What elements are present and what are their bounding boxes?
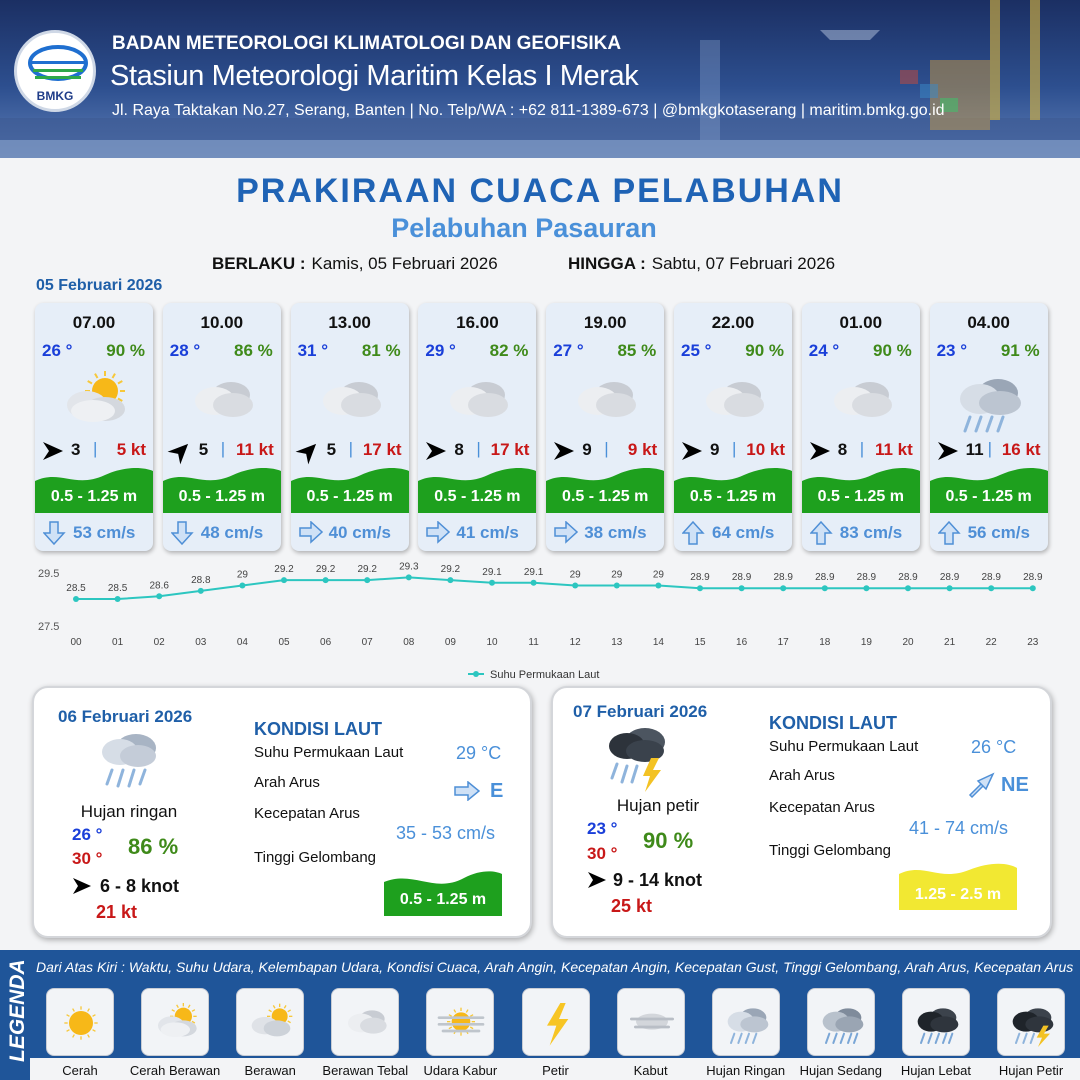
day3-condition: Hujan petir (616, 796, 700, 815)
legend-item-label: Udara Kabur (423, 1063, 498, 1078)
card-wind-separator: | (859, 439, 865, 458)
card-humidity: 81 % (361, 341, 401, 360)
hourly-card (674, 303, 792, 551)
sst-point (198, 588, 204, 594)
card-current-speed: 38 cm/s (584, 523, 647, 542)
x-tick-label: 02 (153, 637, 165, 648)
sst-point (947, 585, 953, 591)
sst-point (364, 577, 370, 583)
card-current-speed: 41 cm/s (456, 523, 519, 542)
card-temp: 29 ° (425, 341, 456, 360)
card-temp: 27 ° (553, 341, 584, 360)
card-wave: 0.5 - 1.25 m (50, 488, 138, 505)
hujan-ringan-icon (717, 993, 777, 1053)
x-tick-label: 09 (444, 637, 456, 648)
cerah-berawan-icon (146, 993, 206, 1053)
hujan-ringan-icon (90, 728, 168, 800)
cerah-icon (51, 993, 111, 1053)
day3-temp-max: 30 ° (587, 844, 618, 863)
day2-date: 06 Februari 2026 (58, 707, 193, 726)
card-gust: 16 kt (1001, 440, 1041, 459)
legend-item-label: Berawan (244, 1063, 296, 1078)
card-humidity: 82 % (489, 341, 529, 360)
legend-item-label: Hujan Ringan (706, 1063, 786, 1078)
sst-point (739, 585, 745, 591)
card-wind (291, 439, 409, 463)
card-current (674, 519, 792, 545)
day3-wave: 1.25 - 2.5 m (914, 886, 1002, 903)
legend-item-label: Petir (542, 1063, 569, 1078)
current-arrow-up-icon (682, 521, 706, 545)
wind-arrow-icon (587, 870, 607, 890)
hourly-card (291, 303, 409, 551)
hourly-card (546, 303, 664, 551)
hujan-ringan-icon (944, 365, 1034, 435)
berawan-icon (241, 993, 301, 1053)
day3-cur-dir-label: Arah Arus (769, 767, 835, 784)
card-wind (418, 439, 536, 463)
kabut-icon (622, 993, 682, 1053)
hujan-lebat-icon (907, 993, 967, 1053)
day2-gust: 21 kt (96, 902, 138, 922)
validity-from (212, 254, 498, 274)
current-arrow-right-icon (554, 521, 578, 545)
hourly-card (418, 303, 536, 551)
day3-sst-label: Suhu Permukaan Laut (769, 738, 919, 755)
card-current (163, 519, 281, 545)
wind-arrow-icon (553, 440, 575, 462)
sst-point (655, 583, 661, 589)
card-wind (163, 439, 281, 463)
sst-point (447, 577, 453, 583)
current-arrow-up-icon (938, 521, 962, 545)
sst-data-label: 29.2 (274, 564, 294, 576)
udara-kabur-icon (431, 993, 491, 1053)
card-humidity: 85 % (617, 341, 657, 360)
day2-sea-title: KONDISI LAUT (254, 719, 382, 739)
x-tick-label: 23 (1027, 637, 1039, 648)
card-current-speed: 56 cm/s (967, 523, 1030, 542)
wind-arrow-icon (165, 435, 196, 466)
y-tick-label: 29.5 (38, 568, 60, 580)
card-wind-separator: | (93, 439, 98, 458)
day2-temp-max: 30 ° (72, 849, 103, 868)
wind-arrow-icon (72, 876, 92, 896)
sst-point (115, 596, 121, 602)
card-wind-speed: 5 (326, 440, 337, 459)
card-humidity: 90 % (106, 341, 145, 360)
card-current-speed: 53 cm/s (73, 523, 136, 542)
card-wind (546, 439, 664, 463)
hujan-sedang-icon (812, 993, 872, 1053)
legend-description: Dari Atas Kiri : Waktu, Suhu Udara, Kelembapan Udara, Kondisi Cuaca, Arah Angin, Kecepatan Angin, Kecepatan Gust, Tinggi Gelombang, Arah Arus, Kecepatan Arus (36, 959, 1074, 975)
chart-legend-label: Suhu Permukaan Laut (490, 669, 600, 681)
card-wind-speed: 5 (198, 440, 209, 459)
card-wind-speed: 9 (582, 440, 592, 459)
current-arrow-down-icon (171, 521, 195, 545)
sst-data-label: 29 (569, 569, 581, 581)
legend-title: LEGENDA (6, 959, 29, 1062)
card-time: 10.00 (200, 313, 244, 332)
card-humidity: 90 % (745, 341, 784, 360)
legend-item-label: Hujan Sedang (799, 1063, 882, 1078)
day1-date: 05 Februari 2026 (36, 277, 163, 294)
card-wind (35, 439, 153, 463)
sst-data-label: 28.9 (690, 572, 710, 584)
sst-data-label: 29.2 (440, 564, 461, 576)
day2-wind: 6 - 8 knot (100, 876, 180, 896)
card-wave: 0.5 - 1.25 m (945, 488, 1032, 505)
x-tick-label: 11 (528, 637, 539, 648)
card-time: 19.00 (583, 313, 627, 332)
day2-cur-speed-label: Kecepatan Arus (254, 805, 360, 822)
day2-condition: Hujan ringan (80, 802, 178, 821)
sst-data-label: 28.9 (856, 572, 877, 584)
card-humidity: 91 % (1000, 341, 1040, 360)
sst-data-label: 28.9 (981, 572, 1001, 584)
legend-item-label: Kabut (633, 1063, 668, 1078)
card-time: 01.00 (839, 313, 883, 332)
sst-data-label: 28.5 (66, 583, 86, 594)
berawan-tebal-icon (177, 365, 267, 435)
current-arrow-right-icon (299, 521, 323, 545)
hourly-card (163, 303, 281, 551)
card-current (930, 519, 1048, 545)
sst-data-label: 29.2 (315, 564, 336, 576)
sst-point (406, 574, 412, 580)
sst-point (531, 580, 537, 586)
card-current (546, 519, 664, 545)
x-tick-label: 00 (70, 637, 82, 648)
sst-point (1030, 585, 1036, 591)
card-current (291, 519, 409, 545)
legend-item-label: Cerah (62, 1063, 98, 1078)
card-wave: 0.5 - 1.25 m (178, 488, 265, 505)
day2-cur-speed: 35 - 53 cm/s (396, 823, 496, 843)
sst-point (73, 596, 79, 602)
sst-data-label: 28.9 (1023, 572, 1043, 584)
card-wave: 0.5 - 1.25 m (689, 488, 777, 505)
sst-point (156, 593, 162, 599)
x-tick-label: 17 (777, 637, 789, 648)
sst-point (822, 585, 828, 591)
x-tick-label: 07 (361, 637, 373, 648)
x-tick-label: 14 (652, 637, 664, 648)
x-tick-label: 05 (278, 637, 290, 648)
sst-point (988, 585, 994, 591)
card-current (802, 519, 920, 545)
card-time: 16.00 (456, 313, 499, 332)
wind-arrow-icon (293, 435, 324, 466)
x-tick-label: 21 (944, 637, 956, 648)
legend-item-label: Berawan Tebal (322, 1063, 409, 1078)
x-tick-label: 04 (236, 637, 248, 648)
card-wave: 0.5 - 1.25 m (562, 488, 649, 505)
day2-cur-dir-label: Arah Arus (254, 774, 320, 791)
cerah-berawan-icon (49, 365, 139, 435)
sst-data-label: 28.8 (191, 574, 211, 586)
x-tick-label: 01 (112, 637, 124, 648)
legend-item (46, 988, 114, 1056)
day2-wave: 0.5 - 1.25 m (399, 891, 487, 908)
page-title: PRAKIRAAN CUACA PELABUHAN (236, 172, 844, 210)
day3-temp-min: 23 ° (587, 819, 618, 838)
sst-data-label: 28.5 (107, 583, 128, 594)
sst-point (323, 577, 329, 583)
x-tick-label: 16 (736, 637, 748, 648)
legend-item-label: Hujan Petir (998, 1063, 1064, 1078)
card-current (35, 519, 153, 545)
card-gust: 10 kt (746, 440, 785, 459)
x-tick-label: 08 (403, 637, 415, 648)
x-tick-label: 19 (860, 637, 872, 648)
day2-sst: 29 °C (456, 743, 502, 763)
card-time: 04.00 (967, 313, 1010, 332)
legend-side-label (0, 950, 30, 1080)
day3-sea-title: KONDISI LAUT (769, 713, 897, 733)
day3-cur-speed: 41 - 74 cm/s (909, 818, 1009, 838)
current-arrow-up-icon (810, 521, 834, 545)
card-wave: 0.5 - 1.25 m (817, 488, 904, 505)
legend-item (807, 988, 875, 1056)
day3-date: 07 Februari 2026 (573, 702, 708, 721)
station-contact: Jl. Raya Taktakan No.27, Serang, Banten | No. Telp/WA : +62 811-1389-673 | @bmkgkotaserang | maritim.bmkg.go.id (112, 102, 945, 119)
card-gust: 11 kt (235, 440, 274, 459)
day3-wind: 9 - 14 knot (613, 870, 703, 890)
berawan-tebal-icon (305, 365, 395, 435)
card-current-speed: 83 cm/s (839, 523, 903, 542)
current-arrow-east-icon (454, 781, 480, 801)
berawan-tebal-icon (336, 993, 396, 1053)
card-wind-separator: | (732, 439, 737, 458)
hourly-card (930, 303, 1048, 551)
card-wind-separator: | (476, 439, 481, 458)
sst-point (572, 583, 578, 589)
card-humidity: 90 % (873, 341, 912, 360)
card-current-speed: 48 cm/s (200, 523, 264, 542)
sst-data-label: 28.9 (731, 572, 752, 584)
card-wind-speed: 8 (454, 440, 464, 459)
card-wind-speed: 11 (965, 440, 984, 459)
hujan-petir-icon (1002, 993, 1062, 1053)
berawan-tebal-icon (816, 365, 906, 435)
x-tick-label: 18 (819, 637, 831, 648)
card-time: 13.00 (328, 313, 371, 332)
berawan-tebal-icon (432, 365, 522, 435)
legend-item (331, 988, 399, 1056)
x-tick-label: 20 (902, 637, 914, 648)
day2-wave-label: Tinggi Gelombang (254, 849, 377, 866)
card-current-speed: 40 cm/s (328, 523, 391, 542)
legend-item (617, 988, 685, 1056)
logo-text: BMKG (36, 89, 74, 103)
card-wind (930, 439, 1048, 463)
card-wind-separator: | (604, 439, 609, 458)
card-gust: 9 kt (627, 440, 658, 459)
sst-data-label: 28.9 (815, 572, 835, 584)
card-gust: 17 kt (362, 440, 402, 459)
day3-cur-dir: NE (1001, 774, 1029, 796)
sst-point (614, 583, 620, 589)
card-wind (674, 439, 792, 463)
card-gust: 11 kt (874, 440, 913, 459)
card-wind-separator: | (987, 439, 993, 458)
card-wind-separator: | (220, 439, 226, 458)
hourly-card (802, 303, 920, 551)
day3-panel (551, 686, 1052, 938)
validity-to (568, 254, 835, 274)
x-tick-label: 06 (320, 637, 332, 648)
legend-item (141, 988, 209, 1056)
card-wind-speed: 3 (71, 440, 81, 459)
day2-temp-min: 26 ° (72, 825, 103, 844)
hourly-card (35, 303, 153, 551)
wind-arrow-icon (809, 440, 831, 462)
legend-item (712, 988, 780, 1056)
wind-arrow-icon (937, 440, 959, 462)
x-tick-label: 12 (569, 637, 581, 648)
sst-data-label: 29 (652, 569, 664, 581)
sst-data-label: 29.1 (482, 566, 502, 578)
agency-name: BADAN METEOROLOGI KLIMATOLOGI DAN GEOFISIKA (112, 33, 622, 54)
day3-cur-speed-label: Kecepatan Arus (769, 799, 875, 816)
legend-point-swatch (473, 671, 479, 677)
sst-point (697, 585, 703, 591)
bmkg-logo (14, 30, 96, 112)
current-arrow-right-icon (426, 521, 450, 545)
sst-data-label: 29.2 (357, 564, 377, 576)
card-gust: 5 kt (116, 440, 146, 459)
page-subtitle: Pelabuhan Pasauran (391, 213, 657, 243)
card-temp: 25 ° (681, 341, 712, 360)
legend-item (902, 988, 970, 1056)
day2-cur-dir: E (490, 780, 504, 802)
card-wave: 0.5 - 1.25 m (306, 488, 393, 505)
hujan-petir-icon (597, 722, 675, 794)
wind-arrow-icon (42, 440, 64, 462)
day3-humidity: 90 % (643, 828, 694, 853)
y-tick-label: 27.5 (38, 621, 60, 633)
card-current-speed: 64 cm/s (712, 523, 775, 542)
header-banner (0, 0, 1080, 158)
validity-from-label: BERLAKU : (212, 254, 306, 273)
card-wind-speed: 9 (710, 440, 720, 459)
legend (0, 950, 1080, 1080)
validity-to-value: Sabtu, 07 Februari 2026 (651, 254, 836, 273)
sst-data-label: 28.6 (149, 580, 169, 592)
card-humidity: 86 % (234, 341, 273, 360)
card-temp: 28 ° (169, 341, 201, 360)
legend-item (522, 988, 590, 1056)
x-tick-label: 15 (694, 637, 706, 648)
current-arrow-northeast-icon (967, 772, 995, 800)
sst-point (905, 585, 911, 591)
day2-panel (32, 686, 532, 938)
card-current (418, 519, 536, 545)
card-time: 07.00 (72, 313, 116, 332)
validity-to-label: HINGGA : (568, 254, 646, 273)
sst-point (281, 577, 287, 583)
station-name: Stasiun Meteorologi Maritim Kelas I Merak (110, 60, 639, 92)
sst-point (489, 580, 495, 586)
sst-data-label: 28.9 (773, 572, 793, 584)
sst-point (863, 585, 869, 591)
legend-item (236, 988, 304, 1056)
sst-point (780, 585, 786, 591)
day2-sst-label: Suhu Permukaan Laut (254, 744, 404, 761)
card-wave: 0.5 - 1.25 m (434, 488, 521, 505)
wind-arrow-icon (425, 440, 447, 462)
x-tick-label: 10 (486, 637, 498, 648)
validity-from-value: Kamis, 05 Februari 2026 (311, 254, 498, 273)
card-temp: 23 ° (936, 341, 968, 360)
sst-point (239, 583, 245, 589)
card-wind-speed: 8 (837, 440, 848, 459)
day3-gust: 25 kt (611, 896, 653, 916)
petir-icon (527, 993, 587, 1053)
sst-data-label: 28.9 (898, 572, 918, 584)
card-wind (802, 439, 920, 463)
legend-item-label: Hujan Lebat (900, 1063, 971, 1078)
sst-data-label: 29.1 (523, 566, 544, 578)
sst-data-label: 29 (611, 569, 623, 581)
sst-data-label: 28.9 (939, 572, 960, 584)
card-temp: 26 ° (42, 341, 73, 360)
card-gust: 17 kt (490, 440, 530, 459)
card-temp: 31 ° (297, 341, 329, 360)
card-time: 22.00 (711, 313, 755, 332)
day2-humidity: 86 % (128, 834, 179, 859)
sst-data-label: 29.3 (399, 561, 419, 573)
legend-item-label: Cerah Berawan (129, 1063, 221, 1078)
x-tick-label: 03 (195, 637, 207, 648)
legend-item (997, 988, 1065, 1056)
x-tick-label: 22 (985, 637, 997, 648)
day3-wave-label: Tinggi Gelombang (769, 842, 892, 859)
sst-data-label: 29 (236, 569, 248, 581)
card-wind-separator: | (348, 439, 354, 458)
card-temp: 24 ° (808, 341, 840, 360)
day3-sst: 26 °C (971, 737, 1017, 757)
x-tick-label: 13 (611, 637, 623, 648)
legend-item (426, 988, 494, 1056)
berawan-tebal-icon (688, 365, 778, 435)
wind-arrow-icon (681, 440, 703, 462)
current-arrow-down-icon (43, 521, 67, 545)
sst-chart (0, 560, 1080, 690)
berawan-tebal-icon (560, 365, 650, 435)
